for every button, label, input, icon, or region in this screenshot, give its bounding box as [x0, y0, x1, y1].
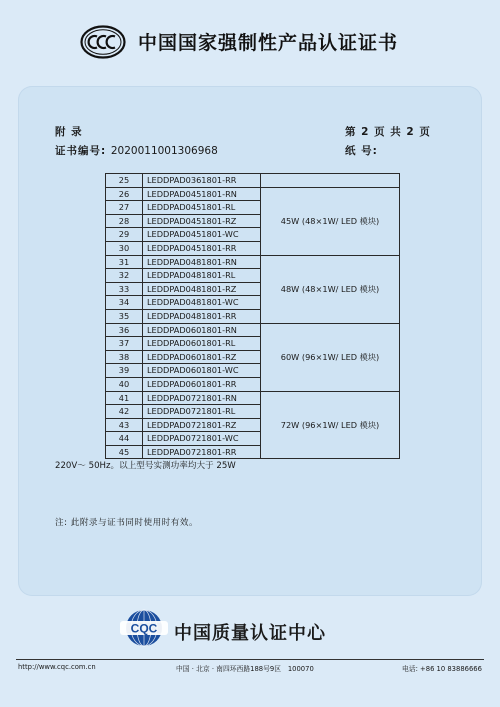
row-number: 42: [106, 405, 143, 419]
row-number: 43: [106, 418, 143, 432]
page-indicator: 第 2 页 共 2 页: [345, 126, 431, 138]
validity-note: 注: 此附录与证书同时使用时有效。: [55, 518, 199, 528]
model-code: LEDDPAD0451801-RL: [143, 201, 261, 215]
address: 中国 · 北京 · 南四环西路188号9区 100070: [176, 665, 314, 673]
power-spec: 60W (96×1W/ LED 模块): [261, 323, 400, 391]
model-code: LEDDPAD0721801-RZ: [143, 418, 261, 432]
row-number: 33: [106, 282, 143, 296]
appendix-label: 附 录: [55, 126, 83, 138]
model-code: LEDDPAD0601801-RR: [143, 377, 261, 391]
cqc-logo-icon: [118, 607, 170, 649]
model-code: LEDDPAD0451801-RN: [143, 187, 261, 201]
cert-number-value: 2020011001306968: [110, 145, 218, 157]
model-code: LEDDPAD0481801-WC: [143, 296, 261, 310]
row-number: 25: [106, 174, 143, 188]
row-number: 37: [106, 337, 143, 351]
certificate-title: 中国国家强制性产品认证证书: [138, 32, 399, 54]
power-spec: [261, 174, 400, 188]
row-number: 30: [106, 241, 143, 255]
phone: 电话: +86 10 83886666: [402, 665, 482, 673]
model-code: LEDDPAD0721801-RL: [143, 405, 261, 419]
model-code: LEDDPAD0721801-RR: [143, 445, 261, 459]
row-number: 41: [106, 391, 143, 405]
power-spec: 48W (48×1W/ LED 模块): [261, 255, 400, 323]
row-number: 32: [106, 269, 143, 283]
row-number: 27: [106, 201, 143, 215]
row-number: 45: [106, 445, 143, 459]
row-number: 36: [106, 323, 143, 337]
power-spec: 72W (96×1W/ LED 模块): [261, 391, 400, 459]
model-code: LEDDPAD0481801-RN: [143, 255, 261, 269]
model-code: LEDDPAD0451801-RR: [143, 241, 261, 255]
row-number: 29: [106, 228, 143, 242]
model-code: LEDDPAD0721801-WC: [143, 432, 261, 446]
paper-number-label: 纸 号:: [345, 145, 378, 157]
model-code: LEDDPAD0361801-RR: [143, 174, 261, 188]
row-number: 35: [106, 309, 143, 323]
model-code: LEDDPAD0481801-RL: [143, 269, 261, 283]
table-row: [106, 174, 400, 188]
power-spec: 45W (48×1W/ LED 模块): [261, 187, 400, 255]
row-number: 28: [106, 214, 143, 228]
ccc-logo-icon: [80, 25, 126, 59]
model-code: LEDDPAD0481801-RR: [143, 309, 261, 323]
cqc-logo-text: CQC: [130, 621, 158, 636]
table-row: [106, 255, 400, 269]
row-number: 38: [106, 350, 143, 364]
model-code: LEDDPAD0601801-WC: [143, 364, 261, 378]
model-code: LEDDPAD0451801-WC: [143, 228, 261, 242]
cert-number-row: [55, 143, 218, 158]
row-number: 31: [106, 255, 143, 269]
row-number: 39: [106, 364, 143, 378]
model-code: LEDDPAD0601801-RZ: [143, 350, 261, 364]
row-number: 44: [106, 432, 143, 446]
model-code: LEDDPAD0481801-RZ: [143, 282, 261, 296]
model-code: LEDDPAD0601801-RN: [143, 323, 261, 337]
model-code: LEDDPAD0721801-RN: [143, 391, 261, 405]
table-row: [106, 391, 400, 405]
model-table: [105, 173, 400, 459]
issuer-name: 中国质量认证中心: [174, 623, 326, 644]
row-number: 40: [106, 377, 143, 391]
cert-number-label: 证书编号:: [55, 145, 107, 157]
table-row: [106, 323, 400, 337]
power-note: 220V～ 50Hz。以上型号实测功率均大于 25W: [55, 461, 236, 471]
website-link[interactable]: http://www.cqc.com.cn: [18, 663, 96, 671]
model-code: LEDDPAD0601801-RL: [143, 337, 261, 351]
footer-divider: [16, 659, 484, 660]
model-code: LEDDPAD0451801-RZ: [143, 214, 261, 228]
row-number: 26: [106, 187, 143, 201]
row-number: 34: [106, 296, 143, 310]
table-row: [106, 187, 400, 201]
